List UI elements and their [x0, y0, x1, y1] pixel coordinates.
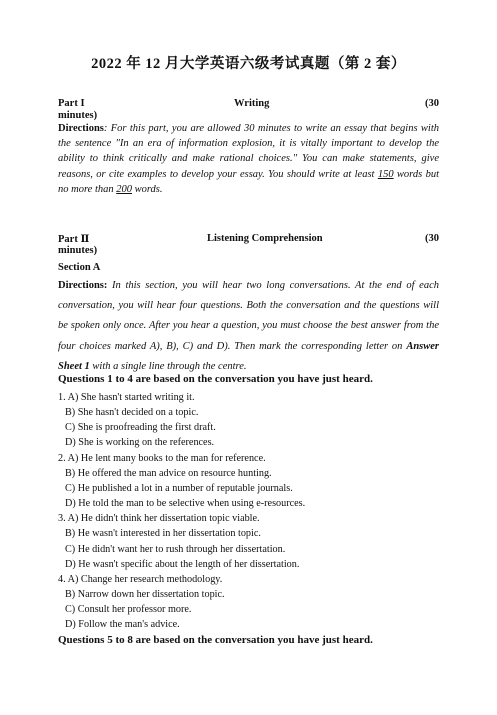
part1-directions: Directions: For this part, you are allowed 30 minutes to write an essay that begins with the sentence "In an era of information explosion, it is vitally important to develop the ability to think critically and make rational choices." You can make statements, give reasons, or cite examples to develop your essay. You should write at least 150 words but no more than 200 words.	[58, 123, 439, 195]
answer-options	[58, 390, 458, 633]
questions-heading-2: Questions 5 to 8 are based on the conversation you have just heard.	[58, 634, 373, 646]
max-words: 200	[116, 183, 132, 195]
answer-option: C) Consult her professor more.	[65, 604, 192, 616]
part2-name: Listening Comprehension	[207, 233, 323, 244]
part1-time: (30	[425, 98, 439, 109]
answer-option: D) He wasn't specific about the length of her dissertation.	[65, 558, 300, 570]
answer-option: 3. A) He didn't think her dissertation topic viable.	[58, 513, 260, 525]
answer-sheet-ref: Answer Sheet 1	[58, 340, 439, 372]
part2-directions: Directions: In this section, you will hear two long conversations. At the end of each conversation, you will hear four questions. Both the conversation and the questions will be spoken only once. After you hear a question, you must choose the best answer from the four choices marked A), B), C) and D). Then mark the corresponding letter on Answer Sheet 1 with a single line through the centre.	[58, 280, 439, 372]
part2-time-unit: minutes)	[58, 245, 98, 256]
part1-time-unit: minutes)	[58, 110, 98, 121]
answer-option: C) He published a lot in a number of reputable journals.	[65, 482, 293, 494]
answer-option: B) She hasn't decided on a topic.	[65, 407, 199, 419]
answer-option: D) He told the man to be selective when using e-resources.	[65, 498, 306, 510]
page-title: 2022 年 12 月大学英语六级考试真题（第 2 套）	[91, 56, 406, 72]
part2-time: (30	[425, 233, 439, 244]
answer-option: B) Narrow down her dissertation topic.	[65, 589, 225, 601]
answer-option: D) Follow the man's advice.	[65, 619, 180, 631]
answer-option: 1. A) She hasn't started writing it.	[58, 392, 195, 403]
part1-label: Part I	[58, 98, 85, 109]
answer-option: B) He offered the man advice on resource hunting.	[65, 467, 272, 479]
answer-option: C) She is proofreading the first draft.	[65, 422, 216, 434]
answer-option: 2. A) He lent many books to the man for reference.	[58, 452, 266, 464]
questions-heading-1: Questions 1 to 4 are based on the conversation you have just heard.	[58, 373, 373, 385]
answer-option: 4. A) Change her research methodology.	[58, 573, 223, 585]
answer-option: B) He wasn't interested in her dissertation topic.	[65, 528, 261, 540]
part1-name: Writing	[234, 98, 270, 109]
section-a-heading: Section A	[58, 262, 101, 273]
answer-option: D) She is working on the references.	[65, 437, 215, 449]
answer-option: C) He didn't want her to rush through her dissertation.	[65, 543, 286, 555]
directions-label: Directions:	[58, 280, 108, 291]
part2-label: Part Ⅱ	[58, 234, 90, 245]
directions-label: Directions	[58, 123, 104, 134]
min-words: 150	[377, 168, 394, 180]
